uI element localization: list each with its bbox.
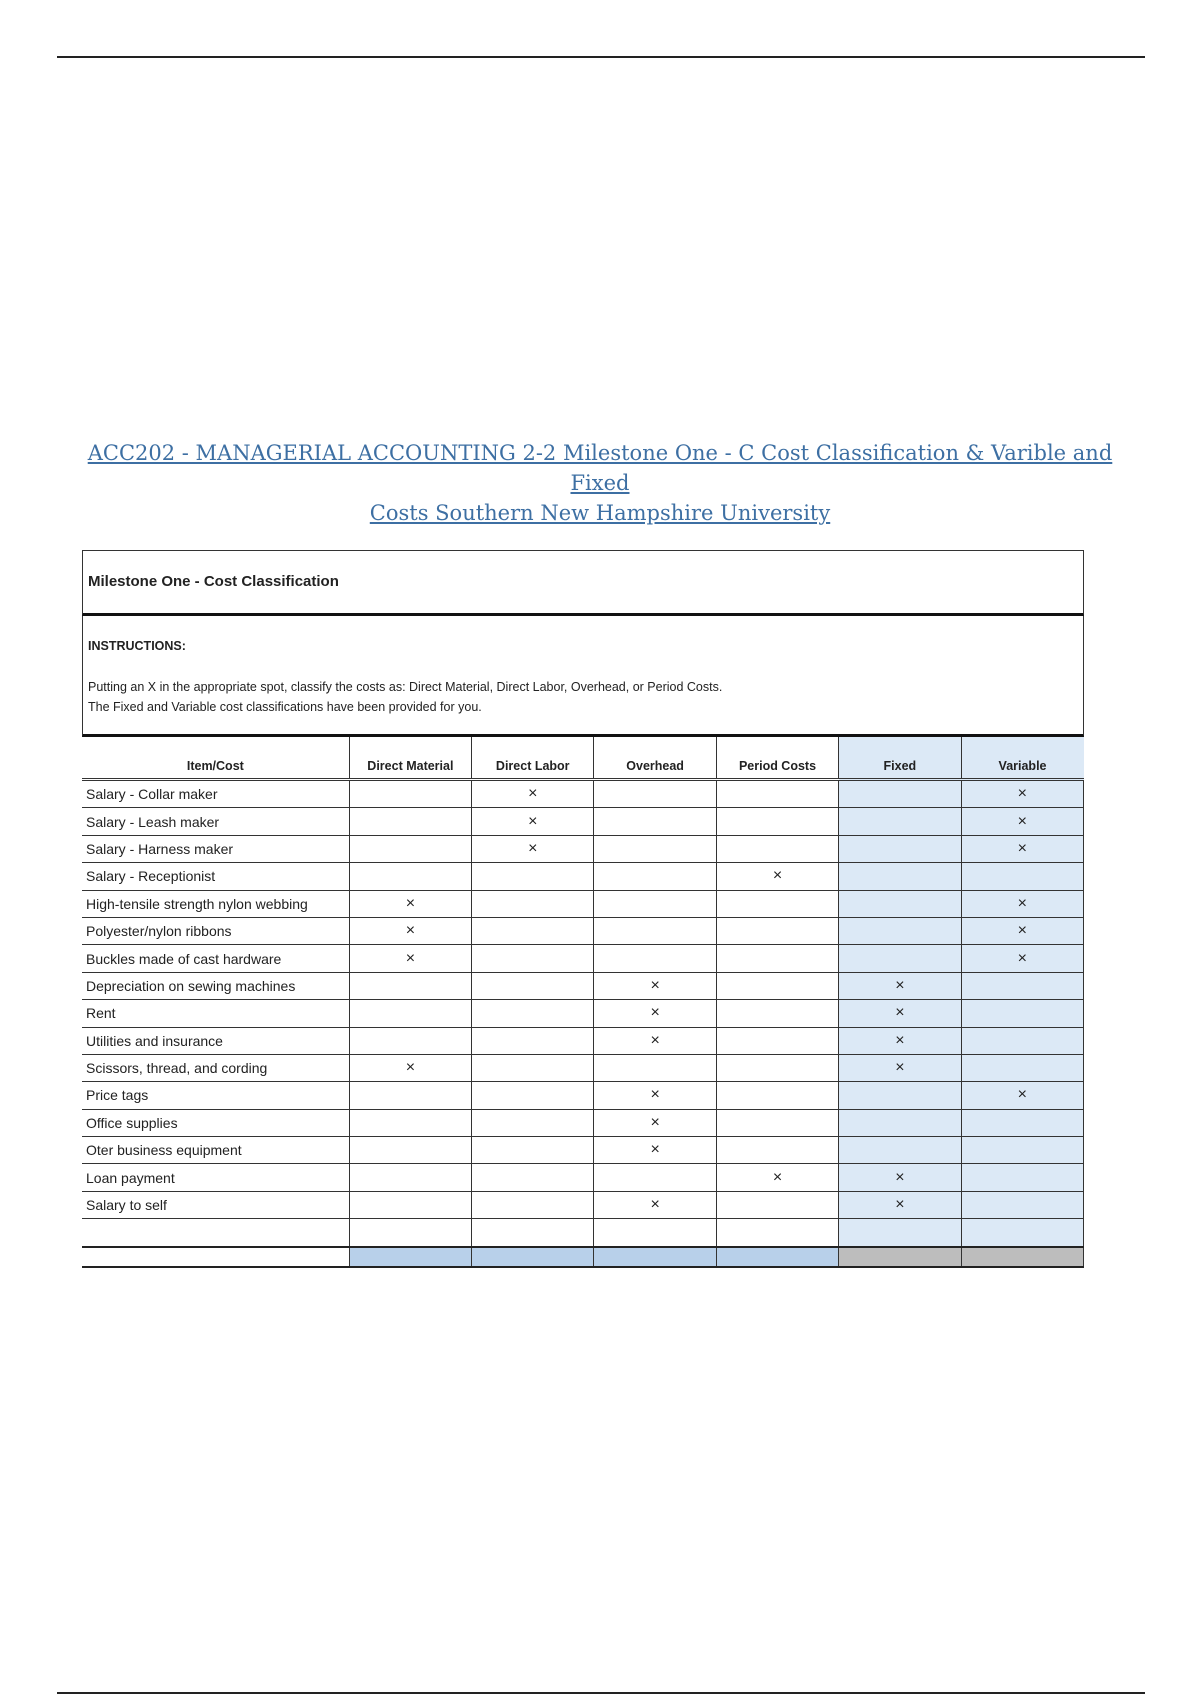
header-rule	[57, 56, 1145, 58]
item-cell: Utilities and insurance	[82, 1027, 349, 1054]
fixed-cell	[839, 780, 961, 808]
fixed-cell	[839, 1219, 961, 1247]
table-row	[82, 835, 1084, 862]
document-title	[70, 438, 1130, 528]
column-header-overhead: Overhead	[594, 737, 716, 780]
direct-material-cell: ×	[349, 890, 471, 917]
fixed-cell	[839, 835, 961, 862]
item-cell: Polyester/nylon ribbons	[82, 917, 349, 944]
variable-cell	[961, 1219, 1083, 1247]
variable-cell: ×	[961, 1082, 1083, 1109]
table-row	[82, 890, 1084, 917]
table-row	[82, 1082, 1084, 1109]
direct-material-cell	[349, 1164, 471, 1191]
direct-material-cell	[349, 1137, 471, 1164]
period-costs-cell	[716, 1027, 838, 1054]
overhead-cell: ×	[594, 1137, 716, 1164]
overhead-cell	[594, 917, 716, 944]
direct-material-cell	[349, 1109, 471, 1136]
table-row	[82, 863, 1084, 890]
direct-material-cell	[349, 1082, 471, 1109]
direct-labor-cell: ×	[472, 835, 594, 862]
direct-material-cell	[349, 835, 471, 862]
period-costs-cell	[716, 808, 838, 835]
overhead-cell	[594, 808, 716, 835]
fixed-cell	[839, 890, 961, 917]
overhead-cell	[594, 835, 716, 862]
overhead-cell	[594, 863, 716, 890]
direct-material-cell	[349, 972, 471, 999]
table-row	[82, 1191, 1084, 1218]
variable-cell	[961, 1000, 1083, 1027]
variable-cell	[961, 863, 1083, 890]
fixed-cell	[839, 1082, 961, 1109]
table-row	[82, 917, 1084, 944]
direct-labor-cell	[472, 863, 594, 890]
direct-labor-cell: ×	[472, 808, 594, 835]
fixed-cell	[839, 863, 961, 890]
table-row	[82, 780, 1084, 808]
instructions-line-1: Putting an X in the appropriate spot, classify the costs as: Direct Material, Direct Labor, Overhead, or Period Costs.	[88, 680, 723, 694]
direct-labor-cell	[472, 1027, 594, 1054]
direct-labor-cell	[472, 1054, 594, 1081]
total-item-cell	[82, 1247, 349, 1267]
table-row	[82, 1027, 1084, 1054]
document-title-line-2: Costs Southern New Hampshire University	[369, 501, 831, 525]
overhead-cell: ×	[594, 1191, 716, 1218]
table-row	[82, 1054, 1084, 1081]
column-header-period-costs: Period Costs	[716, 737, 838, 780]
item-cell: Buckles made of cast hardware	[82, 945, 349, 972]
direct-labor-cell	[472, 1219, 594, 1247]
item-cell: Salary - Collar maker	[82, 780, 349, 808]
direct-material-cell	[349, 808, 471, 835]
overhead-cell: ×	[594, 1027, 716, 1054]
item-cell: Office supplies	[82, 1109, 349, 1136]
period-costs-cell: ×	[716, 1164, 838, 1191]
variable-cell	[961, 1109, 1083, 1136]
direct-labor-cell	[472, 1191, 594, 1218]
total-variable-cell	[961, 1247, 1083, 1267]
overhead-cell: ×	[594, 1082, 716, 1109]
period-costs-cell	[716, 945, 838, 972]
direct-labor-cell	[472, 1164, 594, 1191]
period-costs-cell	[716, 1000, 838, 1027]
variable-cell: ×	[961, 808, 1083, 835]
table-row	[82, 1109, 1084, 1136]
table-row	[82, 945, 1084, 972]
instructions-heading: INSTRUCTIONS:	[88, 639, 186, 653]
item-cell: Depreciation on sewing machines	[82, 972, 349, 999]
table-row	[82, 972, 1084, 999]
fixed-cell	[839, 808, 961, 835]
direct-labor-cell	[472, 917, 594, 944]
direct-labor-cell	[472, 890, 594, 917]
direct-material-cell	[349, 863, 471, 890]
item-cell: Rent	[82, 1000, 349, 1027]
fixed-cell	[839, 1137, 961, 1164]
direct-labor-cell	[472, 1082, 594, 1109]
direct-labor-cell	[472, 1000, 594, 1027]
instructions-line-2: The Fixed and Variable cost classifications have been provided for you.	[88, 700, 482, 714]
table-row	[82, 1137, 1084, 1164]
period-costs-cell	[716, 972, 838, 999]
sheet-title: Milestone One - Cost Classification	[88, 573, 339, 590]
direct-labor-cell	[472, 972, 594, 999]
fixed-cell: ×	[839, 1000, 961, 1027]
variable-cell	[961, 1137, 1083, 1164]
instructions-block	[82, 616, 1084, 737]
fixed-cell: ×	[839, 972, 961, 999]
item-cell: Loan payment	[82, 1164, 349, 1191]
direct-material-cell	[349, 1000, 471, 1027]
period-costs-cell	[716, 1191, 838, 1218]
item-cell: Salary - Harness maker	[82, 835, 349, 862]
period-costs-cell	[716, 1219, 838, 1247]
overhead-cell: ×	[594, 1109, 716, 1136]
period-costs-cell	[716, 1082, 838, 1109]
footer-rule	[57, 1692, 1145, 1694]
direct-material-cell	[349, 1219, 471, 1247]
table-row	[82, 1000, 1084, 1027]
overhead-cell	[594, 945, 716, 972]
cost-table	[82, 737, 1084, 1268]
variable-cell	[961, 1191, 1083, 1218]
column-header-variable: Variable	[961, 737, 1083, 780]
total-overhead-cell	[594, 1247, 716, 1267]
variable-cell	[961, 1164, 1083, 1191]
direct-material-cell: ×	[349, 945, 471, 972]
item-cell: High-tensile strength nylon webbing	[82, 890, 349, 917]
fixed-cell	[839, 945, 961, 972]
variable-cell: ×	[961, 835, 1083, 862]
item-cell: Salary - Receptionist	[82, 863, 349, 890]
period-costs-cell	[716, 835, 838, 862]
fixed-cell: ×	[839, 1191, 961, 1218]
total-period-costs-cell	[716, 1247, 838, 1267]
fixed-cell	[839, 1109, 961, 1136]
totals-row	[82, 1247, 1084, 1267]
overhead-cell	[594, 780, 716, 808]
period-costs-cell	[716, 917, 838, 944]
overhead-cell	[594, 1164, 716, 1191]
fixed-cell: ×	[839, 1164, 961, 1191]
variable-cell: ×	[961, 780, 1083, 808]
item-cell: Price tags	[82, 1082, 349, 1109]
table-row	[82, 1219, 1084, 1247]
direct-labor-cell: ×	[472, 780, 594, 808]
column-header-direct-labor: Direct Labor	[472, 737, 594, 780]
period-costs-cell	[716, 890, 838, 917]
overhead-cell: ×	[594, 1000, 716, 1027]
direct-material-cell	[349, 1191, 471, 1218]
variable-cell: ×	[961, 917, 1083, 944]
table-row	[82, 808, 1084, 835]
period-costs-cell	[716, 1137, 838, 1164]
direct-material-cell: ×	[349, 1054, 471, 1081]
item-cell	[82, 1219, 349, 1247]
direct-material-cell	[349, 780, 471, 808]
item-cell: Scissors, thread, and cording	[82, 1054, 349, 1081]
column-header-item: Item/Cost	[82, 737, 349, 780]
variable-cell	[961, 1054, 1083, 1081]
item-cell: Salary to self	[82, 1191, 349, 1218]
fixed-cell: ×	[839, 1027, 961, 1054]
direct-material-cell	[349, 1027, 471, 1054]
overhead-cell: ×	[594, 972, 716, 999]
total-direct-material-cell	[349, 1247, 471, 1267]
overhead-cell	[594, 1054, 716, 1081]
direct-material-cell: ×	[349, 917, 471, 944]
period-costs-cell: ×	[716, 863, 838, 890]
total-direct-labor-cell	[472, 1247, 594, 1267]
overhead-cell	[594, 1219, 716, 1247]
table-header-row	[82, 737, 1084, 780]
item-cell: Oter business equipment	[82, 1137, 349, 1164]
fixed-cell	[839, 917, 961, 944]
variable-cell: ×	[961, 945, 1083, 972]
variable-cell: ×	[961, 890, 1083, 917]
total-fixed-cell	[839, 1247, 961, 1267]
period-costs-cell	[716, 1109, 838, 1136]
direct-labor-cell	[472, 1109, 594, 1136]
overhead-cell	[594, 890, 716, 917]
fixed-cell: ×	[839, 1054, 961, 1081]
cost-classification-sheet	[82, 550, 1084, 1268]
direct-labor-cell	[472, 945, 594, 972]
column-header-direct-material: Direct Material	[349, 737, 471, 780]
period-costs-cell	[716, 1054, 838, 1081]
item-cell: Salary - Leash maker	[82, 808, 349, 835]
variable-cell	[961, 1027, 1083, 1054]
sheet-header	[82, 550, 1084, 616]
document-title-line-1: ACC202 - MANAGERIAL ACCOUNTING 2-2 Milestone One - C Cost Classification & Varible and Fixed	[87, 441, 1113, 495]
table-row	[82, 1164, 1084, 1191]
variable-cell	[961, 972, 1083, 999]
direct-labor-cell	[472, 1137, 594, 1164]
column-header-fixed: Fixed	[839, 737, 961, 780]
table-body	[82, 780, 1084, 1267]
period-costs-cell	[716, 780, 838, 808]
